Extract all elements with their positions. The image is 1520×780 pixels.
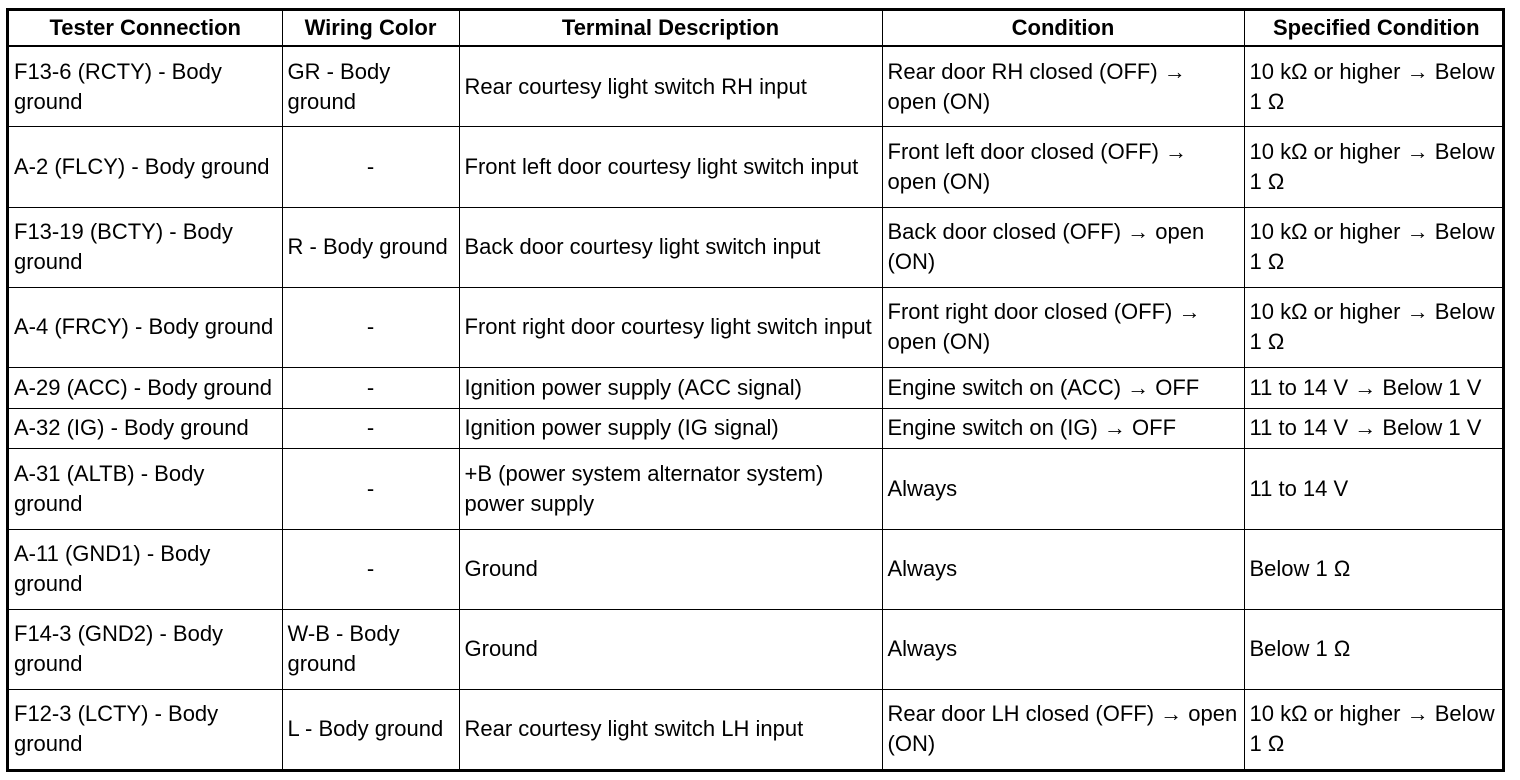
cell-terminal-description: Rear courtesy light switch RH input [459, 46, 882, 127]
cell-condition: Always [882, 449, 1244, 529]
cell-tester-connection: A-29 (ACC) - Body ground [9, 367, 282, 408]
cell-condition: Rear door RH closed (OFF) → open (ON) [882, 46, 1244, 127]
cell-specified-condition: 10 kΩ or higher → Below 1 Ω [1244, 46, 1505, 127]
cell-tester-connection: A-11 (GND1) - Body ground [9, 529, 282, 609]
cell-terminal-description: Ignition power supply (IG signal) [459, 408, 882, 449]
table-row [9, 367, 1505, 408]
cell-condition: Engine switch on (ACC) → OFF [882, 367, 1244, 408]
header-row [9, 11, 1505, 46]
cell-tester-connection: F12-3 (LCTY) - Body ground [9, 689, 282, 769]
header-terminal-description: Terminal Description [459, 11, 882, 46]
cell-terminal-description: Ignition power supply (ACC signal) [459, 367, 882, 408]
table-row [9, 529, 1505, 609]
cell-tester-connection: F14-3 (GND2) - Body ground [9, 609, 282, 689]
cell-specified-condition: 11 to 14 V → Below 1 V [1244, 367, 1505, 408]
cell-wiring-color: W-B - Body ground [282, 609, 459, 689]
cell-terminal-description: +B (power system alternator system) power supply [459, 449, 882, 529]
cell-terminal-description: Back door courtesy light switch input [459, 207, 882, 287]
table-row [9, 449, 1505, 529]
cell-wiring-color: - [282, 408, 459, 449]
cell-specified-condition: 11 to 14 V → Below 1 V [1244, 408, 1505, 449]
terminal-table-frame [6, 8, 1505, 772]
cell-condition: Front left door closed (OFF) → open (ON) [882, 127, 1244, 207]
cell-terminal-description: Rear courtesy light switch LH input [459, 689, 882, 769]
cell-specified-condition: Below 1 Ω [1244, 529, 1505, 609]
cell-wiring-color: L - Body ground [282, 689, 459, 769]
cell-tester-connection: A-2 (FLCY) - Body ground [9, 127, 282, 207]
cell-terminal-description: Ground [459, 609, 882, 689]
table-row [9, 127, 1505, 207]
cell-condition: Front right door closed (OFF) → open (ON) [882, 287, 1244, 367]
cell-condition: Rear door LH closed (OFF) → open (ON) [882, 689, 1244, 769]
cell-terminal-description: Front left door courtesy light switch input [459, 127, 882, 207]
cell-tester-connection: A-32 (IG) - Body ground [9, 408, 282, 449]
cell-wiring-color: - [282, 529, 459, 609]
cell-tester-connection: A-31 (ALTB) - Body ground [9, 449, 282, 529]
cell-tester-connection: F13-19 (BCTY) - Body ground [9, 207, 282, 287]
header-specified-condition: Specified Condition [1244, 11, 1505, 46]
cell-specified-condition: Below 1 Ω [1244, 609, 1505, 689]
cell-wiring-color: R - Body ground [282, 207, 459, 287]
header-tester-connection: Tester Connection [9, 11, 282, 46]
cell-wiring-color: - [282, 127, 459, 207]
cell-specified-condition: 11 to 14 V [1244, 449, 1505, 529]
cell-condition: Back door closed (OFF) → open (ON) [882, 207, 1244, 287]
header-condition: Condition [882, 11, 1244, 46]
header-wiring-color: Wiring Color [282, 11, 459, 46]
table-row [9, 46, 1505, 127]
table-row [9, 207, 1505, 287]
cell-wiring-color: - [282, 449, 459, 529]
table-row [9, 689, 1505, 769]
cell-condition: Engine switch on (IG) → OFF [882, 408, 1244, 449]
cell-terminal-description: Ground [459, 529, 882, 609]
cell-condition: Always [882, 529, 1244, 609]
table-row [9, 609, 1505, 689]
cell-wiring-color: - [282, 287, 459, 367]
cell-terminal-description: Front right door courtesy light switch input [459, 287, 882, 367]
cell-wiring-color: - [282, 367, 459, 408]
table-row [9, 287, 1505, 367]
cell-specified-condition: 10 kΩ or higher → Below 1 Ω [1244, 689, 1505, 769]
cell-wiring-color: GR - Body ground [282, 46, 459, 127]
terminal-check-table [9, 11, 1505, 769]
cell-tester-connection: A-4 (FRCY) - Body ground [9, 287, 282, 367]
cell-specified-condition: 10 kΩ or higher → Below 1 Ω [1244, 207, 1505, 287]
cell-specified-condition: 10 kΩ or higher → Below 1 Ω [1244, 127, 1505, 207]
table-row [9, 408, 1505, 449]
cell-condition: Always [882, 609, 1244, 689]
cell-tester-connection: F13-6 (RCTY) - Body ground [9, 46, 282, 127]
cell-specified-condition: 10 kΩ or higher → Below 1 Ω [1244, 287, 1505, 367]
